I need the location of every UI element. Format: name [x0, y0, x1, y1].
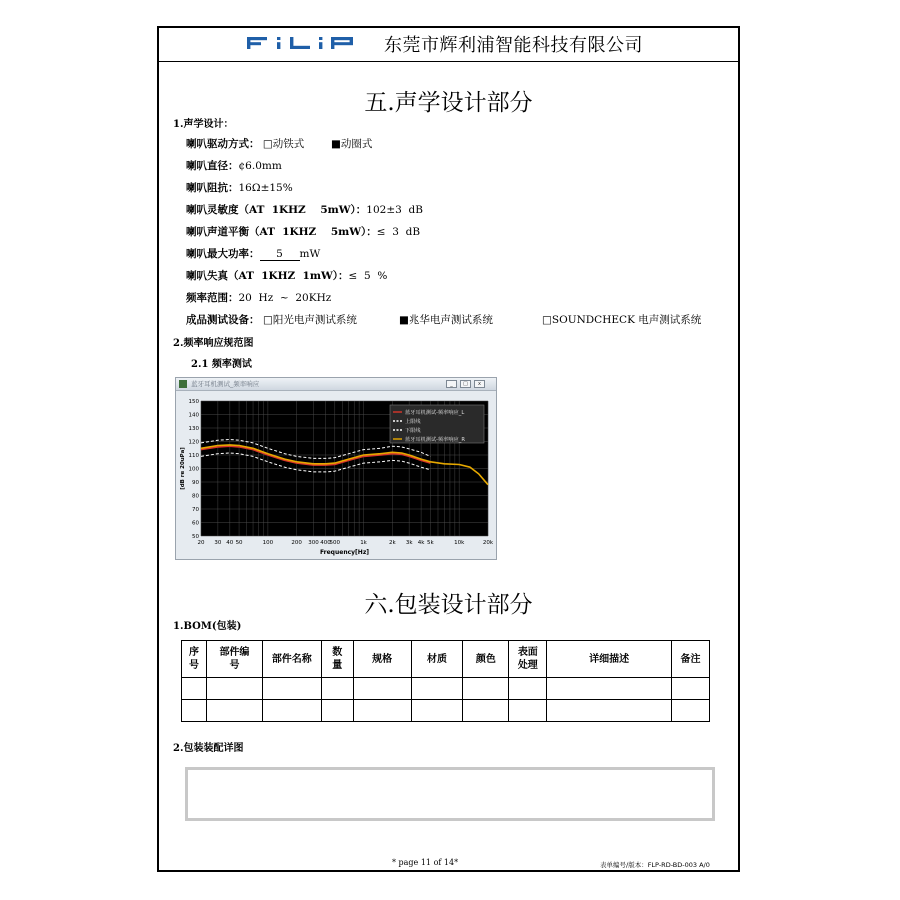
y-tick-label: 120 — [188, 439, 199, 446]
driver-option-dynamic[interactable]: ■动圈式 — [330, 138, 373, 150]
spec-driver-type: 喇叭驱动方式： □动铁式 ■动圈式 — [186, 138, 373, 150]
table-cell[interactable] — [353, 700, 411, 722]
table-cell[interactable] — [463, 700, 509, 722]
table-cell[interactable] — [547, 678, 672, 700]
legend-label: 蓝牙耳机测试-频率响应_R — [405, 437, 465, 443]
bom-col-description: 详细描述 — [547, 641, 672, 678]
table-cell[interactable] — [671, 678, 709, 700]
form-code: 表单编号/版本：FLP-RD-BD-003 A/0 — [600, 861, 710, 869]
x-tick-label: 30 — [214, 540, 222, 546]
x-tick-label: 5k — [427, 540, 434, 546]
spec-channel-balance: 喇叭声道平衡（AT 1KHZ 5mW）：≤ 3 dB — [186, 226, 421, 238]
spec-test-equipment: 成品测试设备： — [186, 314, 260, 326]
table-cell[interactable] — [206, 678, 262, 700]
legend-label: 下限线 — [405, 428, 421, 434]
table-cell[interactable] — [411, 678, 463, 700]
x-tick-label: 40 — [226, 540, 234, 546]
table-cell[interactable] — [321, 678, 353, 700]
driver-option-moving-iron[interactable]: □动铁式 — [262, 138, 305, 150]
y-tick-label: 80 — [192, 493, 199, 500]
table-cell[interactable] — [262, 700, 321, 722]
table-cell[interactable] — [463, 678, 509, 700]
table-row — [182, 700, 710, 722]
page-header — [159, 28, 738, 60]
x-tick-label: 4k — [417, 540, 425, 546]
bom-heading: 1.BOM(包装) — [173, 621, 242, 632]
acoustic-design-heading: 1.声学设计： — [173, 119, 234, 130]
close-button[interactable]: x — [474, 380, 485, 388]
table-cell[interactable] — [182, 678, 207, 700]
bom-col-material: 材质 — [411, 641, 463, 678]
spec-diameter: 喇叭直径：¢6.0mm — [186, 160, 282, 172]
x-tick-label: 400 — [320, 540, 331, 546]
minimize-button[interactable]: _ — [446, 380, 457, 388]
spec-distortion: 喇叭失真（AT 1KHZ 1mW）：≤ 5 % — [186, 270, 388, 282]
y-tick-label: 110 — [188, 453, 199, 459]
table-cell[interactable] — [509, 678, 547, 700]
y-tick-label: 50 — [192, 534, 199, 540]
bom-col-color: 颜色 — [463, 641, 509, 678]
spec-impedance: 喇叭阻抗：16Ω±15% — [186, 182, 293, 194]
filip-logo — [247, 35, 355, 51]
table-cell[interactable] — [182, 700, 207, 722]
legend-label: 蓝牙耳机测试-频率响应_L — [405, 410, 465, 416]
y-tick-label: 90 — [192, 480, 199, 486]
x-tick-label: 20k — [482, 540, 494, 546]
bom-col-seq: 序号 — [182, 641, 207, 678]
section5-title: 五.声学设计部分 — [364, 90, 533, 116]
bom-col-qty: 数量 — [321, 641, 353, 678]
table-cell[interactable] — [353, 678, 411, 700]
packaging-drawing-frame — [185, 767, 715, 821]
frequency-response-chart — [176, 391, 496, 559]
spec-max-power: 喇叭最大功率： 5 mW — [186, 248, 321, 260]
x-tick-label: 300 — [308, 540, 319, 546]
table-cell[interactable] — [321, 700, 353, 722]
table-cell[interactable] — [206, 700, 262, 722]
page-number: * page 11 of 14* — [392, 858, 459, 867]
app-icon — [179, 380, 187, 388]
spec-sensitivity: 喇叭灵敏度（AT 1KHZ 5mW）：102±3 dB — [186, 204, 423, 216]
bom-col-part-no: 部件编号 — [206, 641, 262, 678]
x-tick-label: 3k — [405, 540, 413, 546]
x-tick-label: 500 — [329, 540, 340, 546]
bom-col-remark: 备注 — [671, 641, 709, 678]
y-tick-label: 70 — [192, 507, 199, 513]
x-tick-label: 20 — [197, 540, 205, 546]
table-cell[interactable] — [509, 700, 547, 722]
table-cell[interactable] — [411, 700, 463, 722]
max-power-value: 5 — [260, 248, 300, 261]
x-tick-label: 2k — [388, 540, 396, 546]
company-name: 东莞市辉利浦智能科技有限公司 — [384, 35, 643, 56]
x-tick-label: 100 — [262, 540, 274, 546]
plot-window-title: 蓝牙耳机测试_频率响应 — [191, 380, 260, 388]
x-tick-label: 10k — [454, 540, 465, 546]
document-page — [157, 26, 740, 872]
table-cell[interactable] — [547, 700, 672, 722]
bom-table — [181, 640, 710, 722]
x-tick-label: 50 — [235, 540, 243, 546]
test-option-zhaohua[interactable]: ■兆华电声测试系统 — [399, 314, 493, 326]
spec-frequency-range: 频率范围：20 Hz ~ 20KHz — [186, 292, 332, 304]
frequency-response-window — [175, 377, 497, 560]
packaging-detail-heading: 2.包装装配详图 — [173, 743, 244, 754]
maximize-button[interactable]: □ — [460, 380, 471, 388]
test-option-sunlight[interactable]: □阳光电声测试系统 — [263, 314, 357, 326]
y-tick-label: 150 — [188, 399, 199, 405]
y-tick-label: 60 — [192, 520, 199, 527]
freq-response-heading: 2.频率响应规范图 — [173, 338, 254, 349]
y-tick-label: 130 — [188, 426, 199, 432]
x-tick-label: 1k — [360, 540, 367, 546]
table-cell[interactable] — [262, 678, 321, 700]
x-tick-label: 200 — [291, 540, 302, 546]
plot-window-titlebar — [176, 378, 496, 391]
table-row — [182, 678, 710, 700]
bom-col-spec: 规格 — [353, 641, 411, 678]
y-axis-label: [dB re 20uPa] — [180, 447, 186, 490]
y-tick-label: 100 — [188, 466, 199, 473]
y-tick-label: 140 — [188, 412, 199, 419]
table-cell[interactable] — [671, 700, 709, 722]
freq-test-heading: 2.1 频率测试 — [191, 359, 252, 370]
section6-title: 六.包装设计部分 — [364, 592, 533, 618]
test-option-soundcheck[interactable]: □SOUNDCHECK 电声测试系统 — [542, 314, 702, 326]
header-rule — [159, 61, 738, 62]
bom-col-finish: 表面处理 — [509, 641, 547, 678]
bom-col-part-name: 部件名称 — [262, 641, 321, 678]
legend-label: 上限线 — [405, 419, 421, 425]
x-axis-label: Frequency[Hz] — [319, 549, 370, 556]
bom-header-row — [182, 641, 710, 678]
